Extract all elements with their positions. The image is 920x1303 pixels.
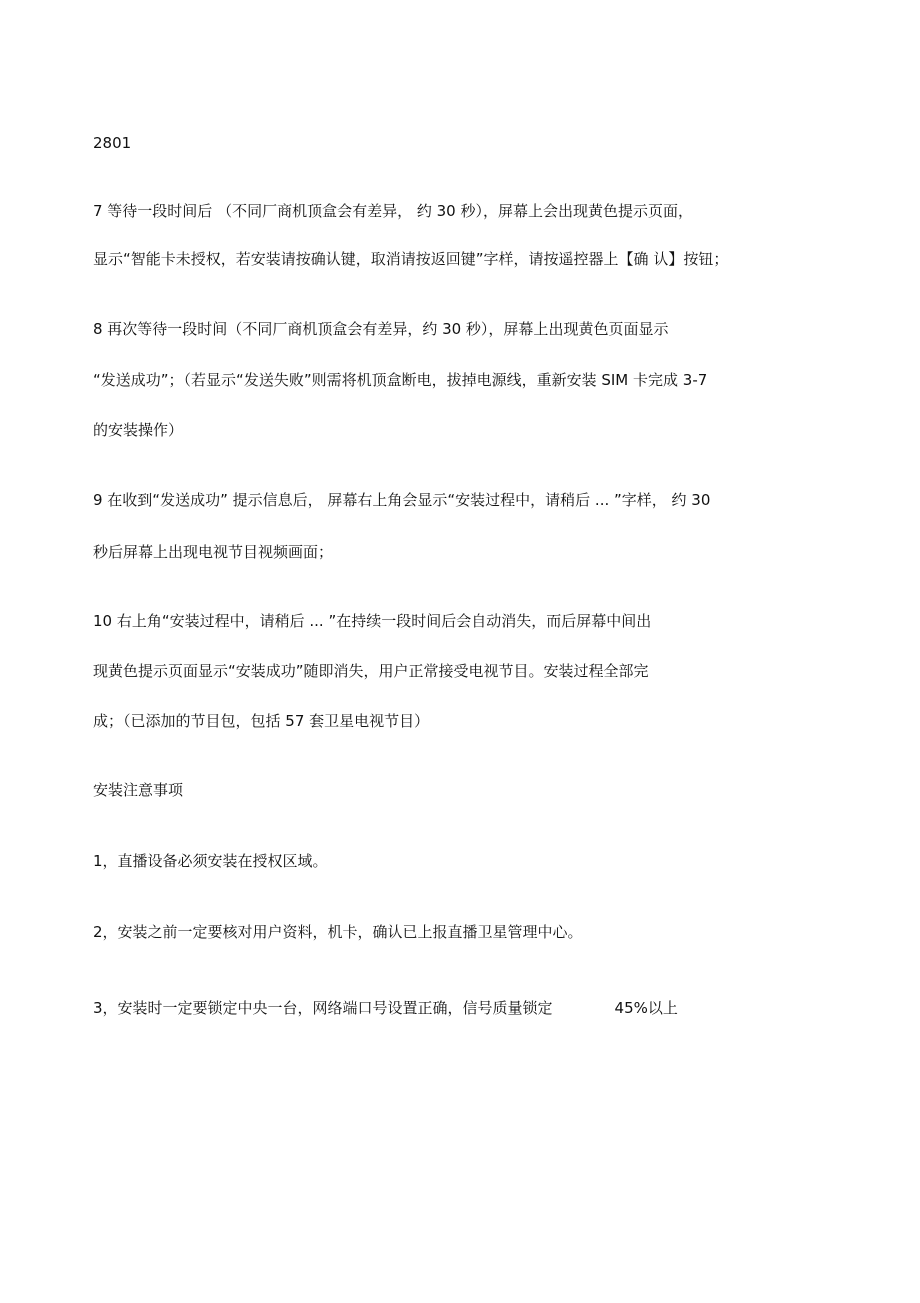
doc-line-14: 2，安装之前一定要核对用户资料，机卡，确认已上报直播卫星管理中心。 — [93, 923, 583, 941]
doc-line-13: 1，直播设备必须安装在授权区域。 — [93, 852, 328, 870]
doc-line-1: 2801 — [93, 134, 132, 152]
doc-line-15 — [93, 998, 678, 1018]
doc-line-3: 显示“智能卡未授权，若安装请按确认键，取消请按返回键”字样，请按遥控器上【确 认】按钮； — [93, 250, 729, 268]
doc-line-10: 现黄色提示页面显示“安装成功”随即消失，用户正常接受电视节目。安装过程全部完 — [93, 662, 649, 680]
doc-line-15-value: 45%以上 — [614, 999, 678, 1017]
doc-line-6: 的安装操作） — [93, 421, 184, 439]
doc-line-8: 秒后屏幕上出现电视节目视频画面； — [93, 543, 334, 561]
doc-line-7: 9 在收到“发送成功” 提示信息后， 屏幕右上角会显示“安装过程中，请稍后 ... ”字样， 约 30 — [93, 491, 711, 509]
section-heading: 安装注意事项 — [93, 781, 184, 799]
doc-line-11: 成；（已添加的节目包，包括 57 套卫星电视节目） — [93, 712, 430, 730]
doc-line-4: 8 再次等待一段时间（不同厂商机顶盒会有差异，约 30 秒），屏幕上出现黄色页面显示 — [93, 320, 669, 338]
doc-line-5: “发送成功”；（若显示“发送失败”则需将机顶盒断电，拔掉电源线，重新安装 SIM 卡完成 3-7 — [93, 371, 708, 389]
doc-line-2: 7 等待一段时间后 （不同厂商机顶盒会有差异， 约 30 秒），屏幕上会出现黄色提示页面， — [93, 202, 693, 220]
doc-line-9: 10 右上角“安装过程中，请稍后 ... ”在持续一段时间后会自动消失，而后屏幕中间出 — [93, 612, 652, 630]
doc-line-15-text: 3，安装时一定要锁定中央一台，网络端口号设置正确，信号质量锁定 — [93, 999, 553, 1017]
